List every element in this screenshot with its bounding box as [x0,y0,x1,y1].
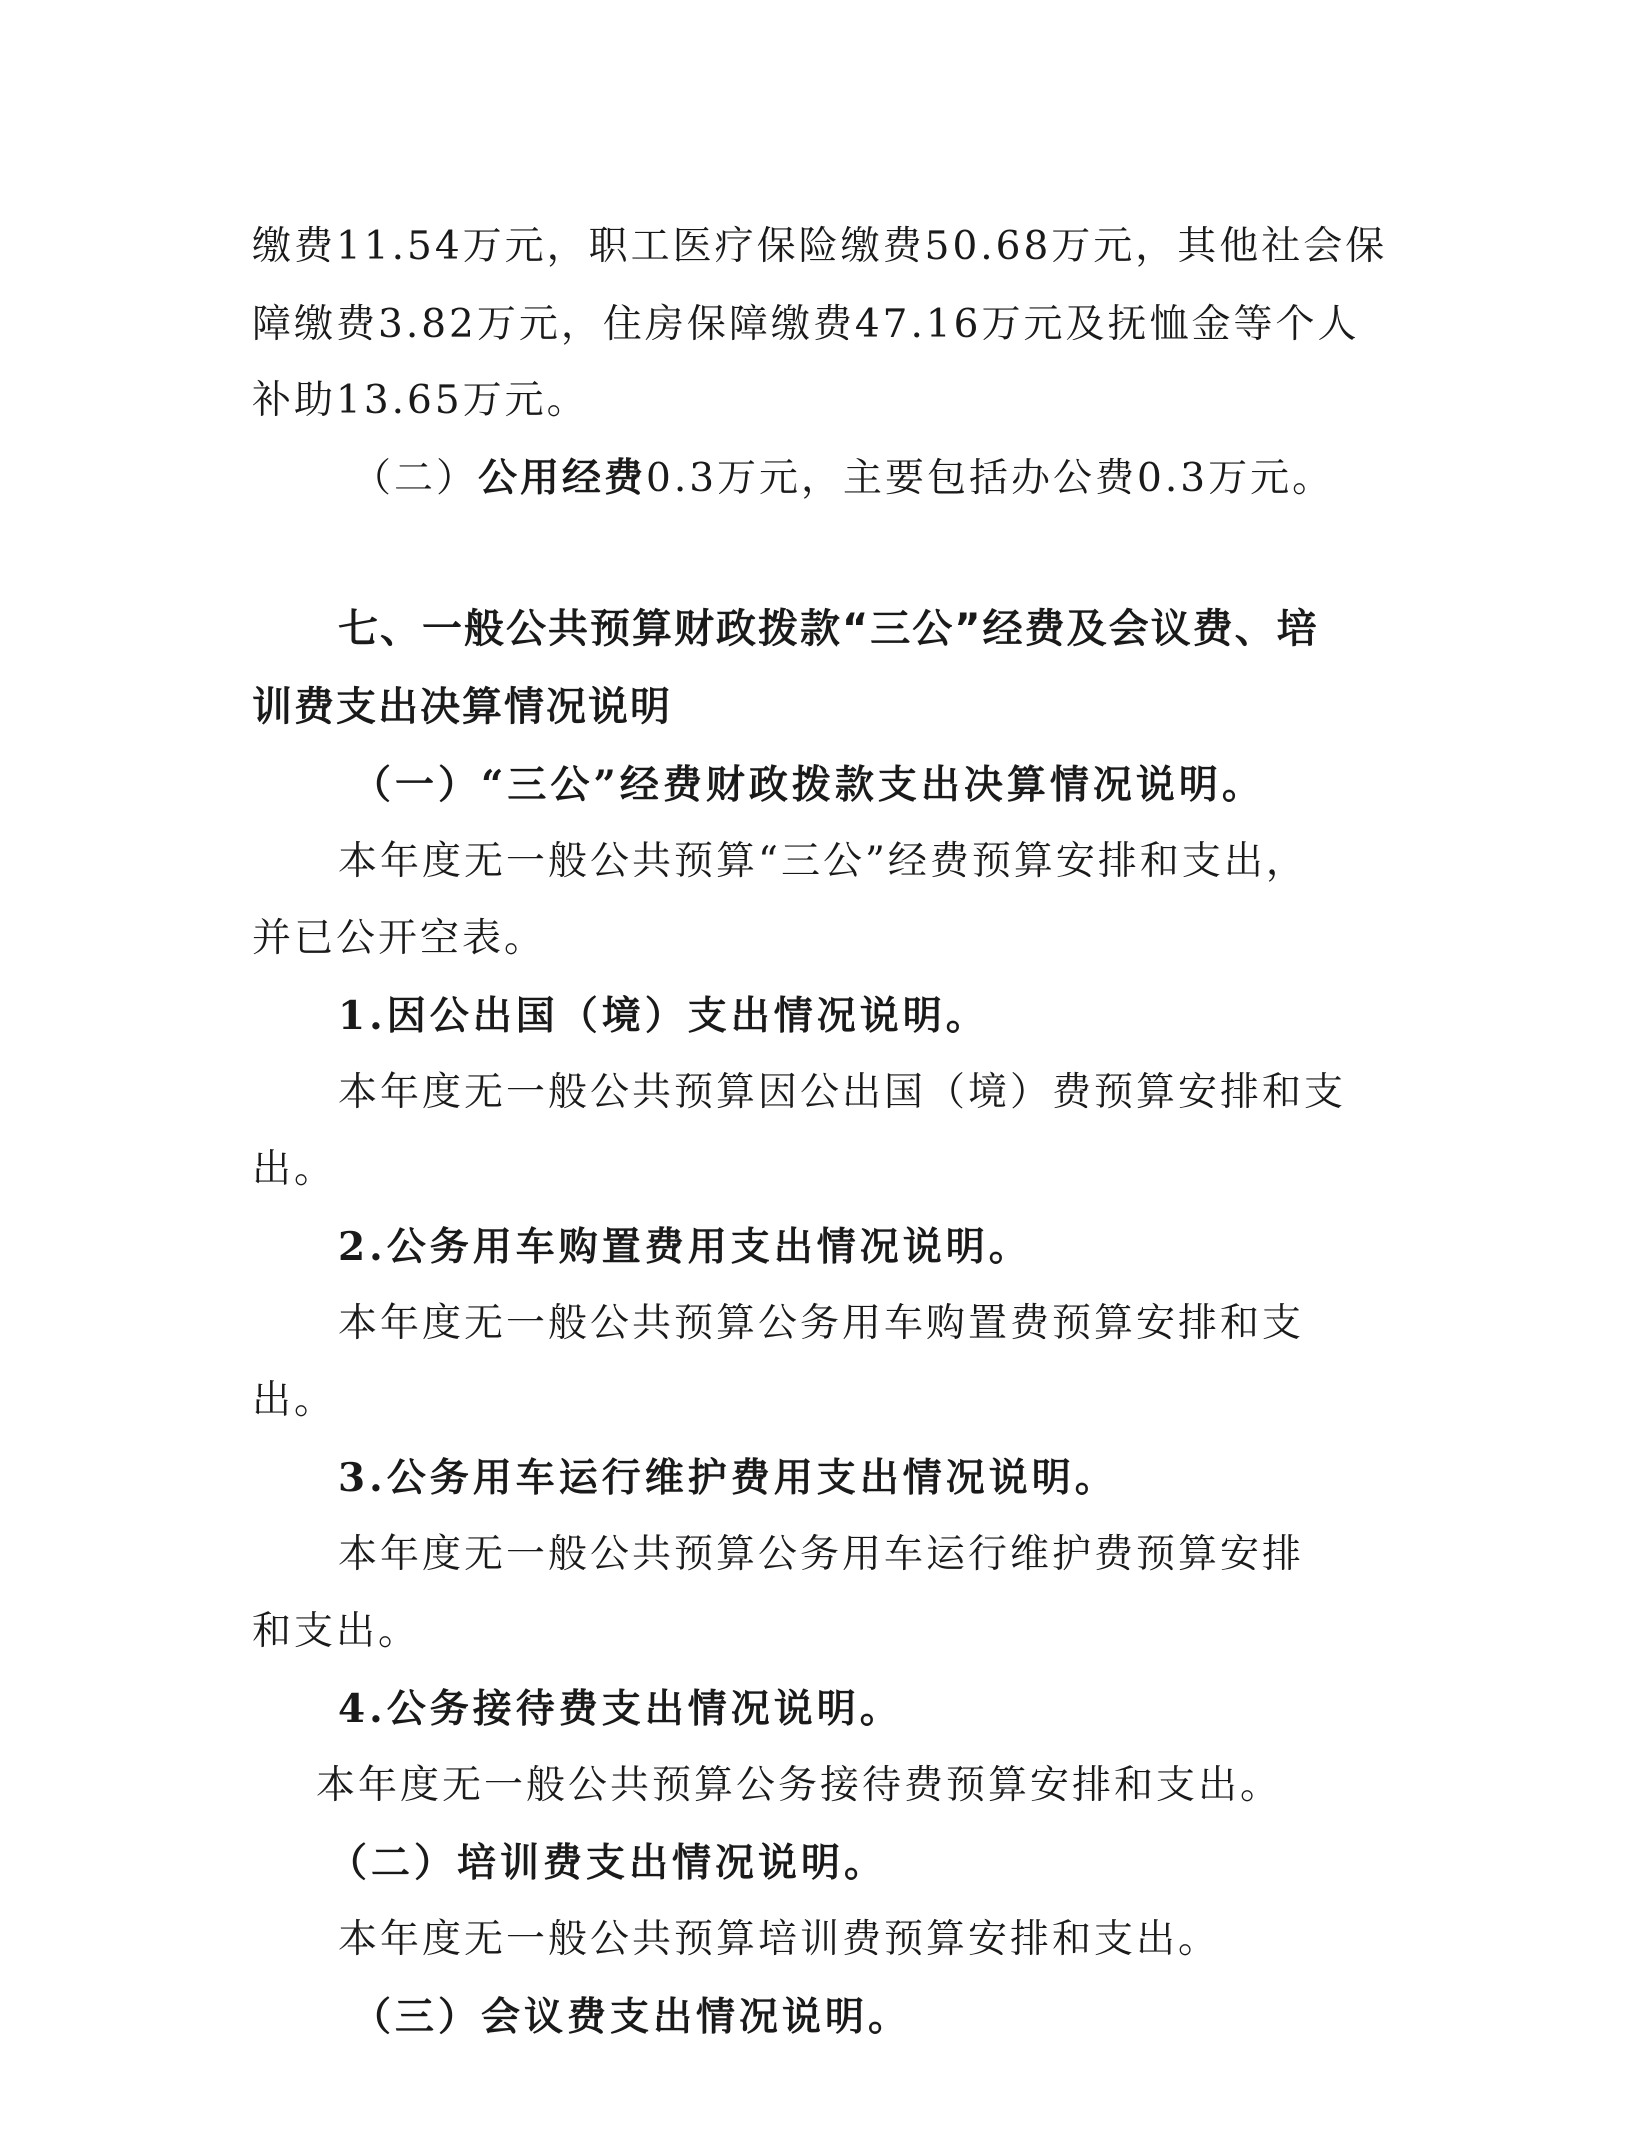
subsection-title: （一）“三公”经费财政拨款支出决算情况说明。 [352,762,1265,808]
section-heading-cont: 训费支出决算情况说明 [252,684,672,730]
paragraph-line: 缴费11.54万元，职工医疗保险缴费50.68万元，其他社会保 [252,224,1388,269]
paragraph-line: 和支出。 [252,1609,421,1654]
subsection-title: 3.公务用车运行维护费用支出情况说明。 [338,1455,1118,1501]
paragraph-line: 并已公开空表。 [252,916,547,961]
paragraph-line: 障缴费3.82万元，住房保障缴费47.16万元及抚恤金等个人 [252,302,1360,347]
paragraph-line: 出。 [252,1147,337,1192]
subsection-title: （二）培训费支出情况说明。 [328,1840,888,1886]
paragraph-line: 出。 [252,1378,337,1423]
paragraph-line: 本年度无一般公共预算因公出国（境）费预算安排和支 [338,1070,1347,1115]
paragraph-line: 本年度无一般公共预算公务用车运行维护费预算安排 [338,1532,1305,1577]
subsection-title: 2.公务用车购置费用支出情况说明。 [338,1224,1032,1270]
section-heading: 七、一般公共预算财政拨款“三公”经费及会议费、培 [338,606,1319,652]
public-funds-label: 公用经费 [478,455,647,501]
paragraph-line: 本年度无一般公共预算“三公”经费预算安排和支出， [338,839,1308,884]
public-funds-line [352,453,1334,504]
paragraph-line: 本年度无一般公共预算培训费预算安排和支出。 [338,1917,1221,1962]
paragraph-line: 本年度无一般公共预算公务接待费预算安排和支出。 [316,1763,1283,1808]
public-funds-text: 0.3万元，主要包括办公费0.3万元。 [646,456,1335,501]
subsection-title: 1.因公出国（境）支出情况说明。 [338,993,989,1039]
paragraph-line: 补助13.65万元。 [252,378,589,423]
subsection-title: 4.公务接待费支出情况说明。 [338,1686,903,1732]
subsection-title: （三）会议费支出情况说明。 [352,1994,912,2040]
section-number: （二） [352,456,479,501]
paragraph-line: 本年度无一般公共预算公务用车购置费预算安排和支 [338,1301,1305,1346]
